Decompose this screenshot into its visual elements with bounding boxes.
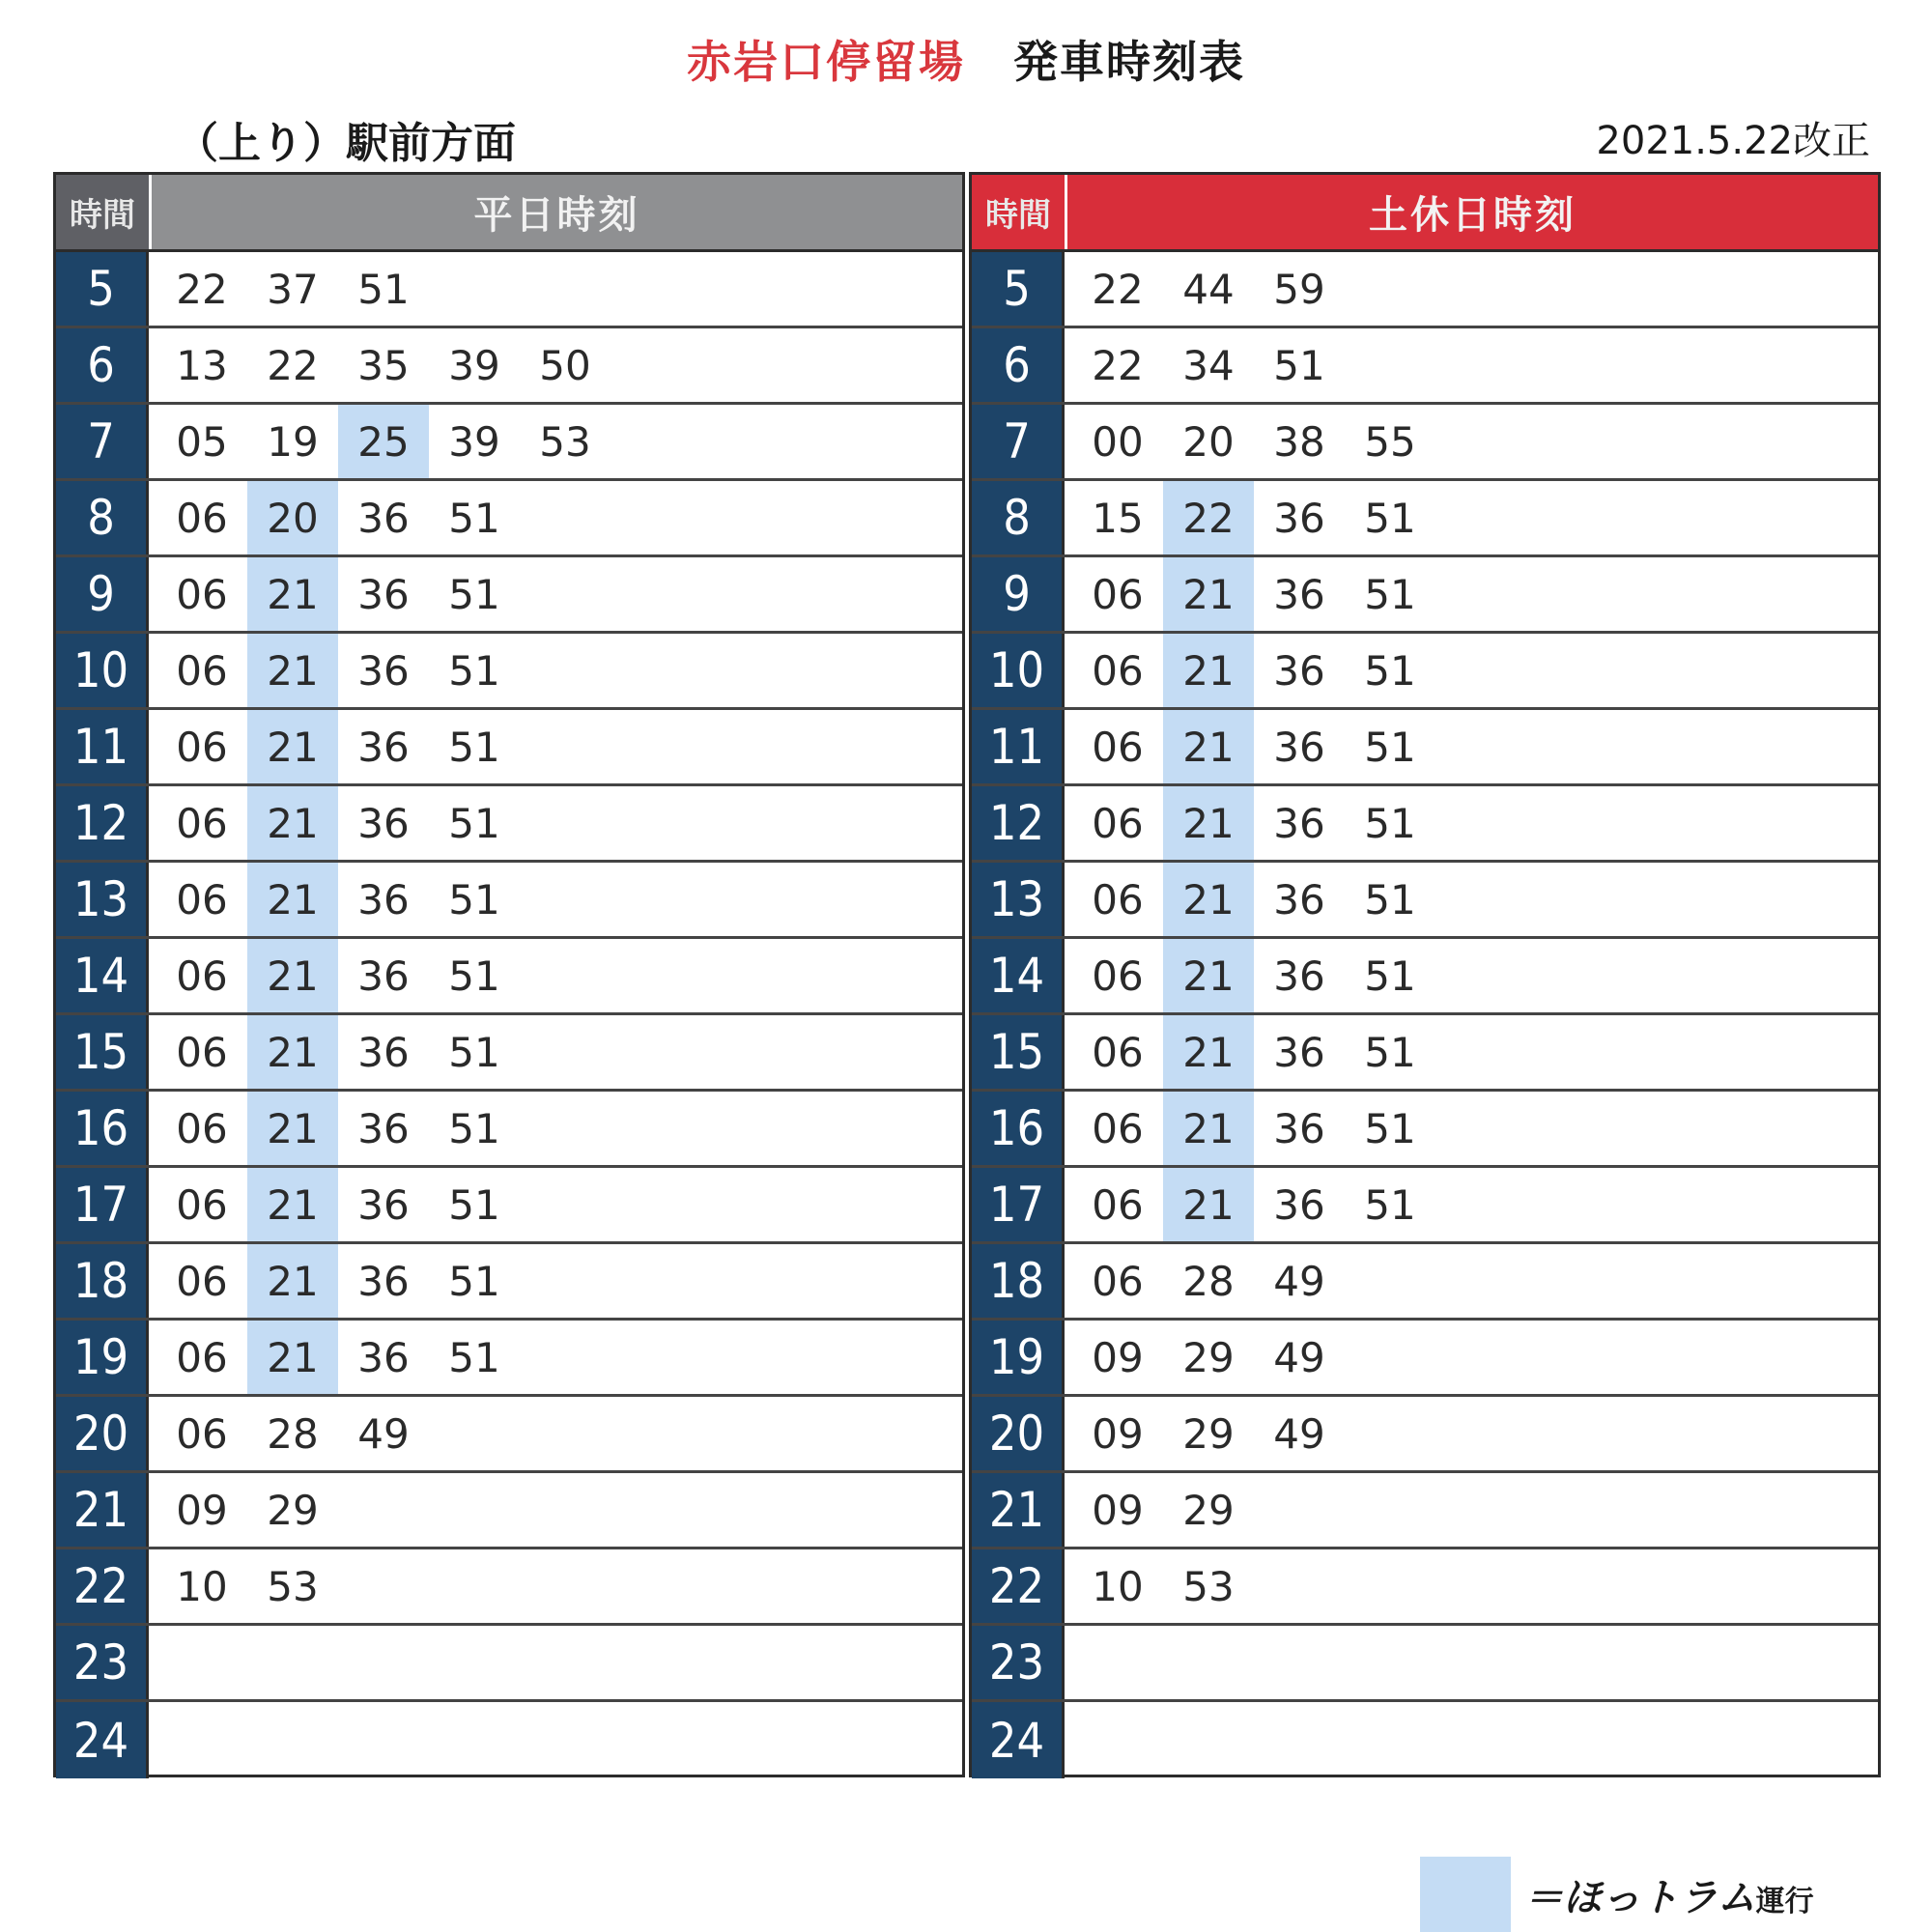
minutes-cell [149, 557, 962, 631]
departure-minute: 51 [448, 494, 500, 542]
table-row [972, 328, 1878, 405]
departure-minute: 10 [1092, 1562, 1144, 1610]
table-row [972, 252, 1878, 328]
hour-cell: 17 [56, 1168, 149, 1241]
minutes-cell [1065, 1092, 1878, 1165]
holiday-title: 土休日時刻 [1067, 175, 1878, 249]
legend-text [1524, 1867, 1814, 1922]
table-row [972, 863, 1878, 939]
departure-minute-hottram: 21 [1163, 634, 1254, 707]
departure-minute: 49 [357, 1409, 410, 1458]
minutes-cell [1065, 1473, 1878, 1547]
table-row [972, 1473, 1878, 1549]
departure-minute: 36 [1273, 952, 1325, 1000]
table-row [972, 786, 1878, 863]
departure-minute: 55 [1364, 417, 1416, 466]
departure-minute: 09 [1092, 1333, 1144, 1381]
legend-brand: ＝ほっトラム [1524, 1875, 1756, 1920]
departure-minute: 06 [1092, 799, 1144, 847]
minutes-cell [149, 939, 962, 1012]
departure-minute: 19 [267, 417, 319, 466]
table-row [56, 786, 962, 863]
departure-minute: 51 [1364, 646, 1416, 695]
departure-minute: 06 [1092, 646, 1144, 695]
hour-cell: 15 [972, 1015, 1065, 1089]
departure-minute: 36 [357, 1028, 410, 1076]
departure-minute: 00 [1092, 417, 1144, 466]
hour-cell: 13 [56, 863, 149, 936]
page-title [0, 27, 1932, 91]
minutes-cell [1065, 1015, 1878, 1089]
hour-cell: 19 [56, 1321, 149, 1394]
departure-minute: 28 [1182, 1257, 1235, 1305]
departure-minute: 36 [357, 1104, 410, 1152]
departure-minute: 50 [539, 341, 591, 389]
departure-minute: 06 [176, 952, 228, 1000]
hour-cell: 22 [972, 1549, 1065, 1623]
hour-cell: 16 [972, 1092, 1065, 1165]
table-row [56, 1168, 962, 1244]
departure-minute-hottram: 20 [247, 481, 338, 554]
departure-minute: 36 [357, 723, 410, 771]
hour-cell: 20 [972, 1397, 1065, 1470]
departure-minute: 22 [1092, 341, 1144, 389]
hour-cell: 11 [972, 710, 1065, 783]
hour-cell: 17 [972, 1168, 1065, 1241]
departure-minute-hottram: 21 [247, 1244, 338, 1318]
departure-minute: 06 [176, 1028, 228, 1076]
departure-minute-hottram: 21 [1163, 1168, 1254, 1241]
hour-cell: 9 [56, 557, 149, 631]
departure-minute-hottram: 21 [247, 1015, 338, 1089]
minutes-cell [1065, 1549, 1878, 1623]
departure-minute: 44 [1182, 265, 1235, 313]
departure-minute-hottram: 25 [338, 405, 429, 478]
departure-minute: 36 [357, 952, 410, 1000]
minutes-cell [149, 786, 962, 860]
departure-minute: 06 [1092, 875, 1144, 923]
table-row [56, 634, 962, 710]
minutes-cell [1065, 481, 1878, 554]
departure-minute: 06 [1092, 952, 1144, 1000]
hour-cell: 21 [56, 1473, 149, 1547]
minutes-cell [1065, 1168, 1878, 1241]
minutes-cell [1065, 1702, 1878, 1778]
minutes-cell [1065, 939, 1878, 1012]
minutes-cell [149, 405, 962, 478]
stop-name: 赤岩口停留場 [687, 36, 965, 88]
weekday-hour-header: 時間 [56, 175, 152, 249]
departure-minute-hottram: 21 [247, 557, 338, 631]
departure-minute: 36 [357, 570, 410, 618]
departure-minute-hottram: 21 [1163, 557, 1254, 631]
departure-minute: 51 [1364, 570, 1416, 618]
minutes-cell [149, 710, 962, 783]
departure-minute-hottram: 21 [247, 1321, 338, 1394]
departure-minute: 22 [1092, 265, 1144, 313]
departure-minute: 09 [176, 1486, 228, 1534]
direction-label: （上り）駅前方面 [176, 119, 516, 168]
departure-minute: 36 [1273, 875, 1325, 923]
departure-minute-hottram: 21 [247, 710, 338, 783]
minutes-cell [1065, 634, 1878, 707]
departure-minute: 36 [357, 799, 410, 847]
table-row [972, 710, 1878, 786]
holiday-timetable [969, 172, 1881, 1777]
departure-minute-hottram: 21 [1163, 710, 1254, 783]
minutes-cell [1065, 863, 1878, 936]
departure-minute: 51 [1364, 494, 1416, 542]
table-row [972, 939, 1878, 1015]
hour-cell: 12 [56, 786, 149, 860]
departure-minute: 06 [176, 494, 228, 542]
table-row [972, 1702, 1878, 1778]
revision-date: 2021.5.22改正 [1596, 119, 1870, 163]
departure-minute-hottram: 22 [1163, 481, 1254, 554]
minutes-cell [149, 1015, 962, 1089]
minutes-cell [1065, 405, 1878, 478]
minutes-cell [1065, 252, 1878, 326]
departure-minute: 49 [1273, 1257, 1325, 1305]
minutes-cell [149, 1321, 962, 1394]
departure-minute-hottram: 21 [1163, 863, 1254, 936]
minutes-cell [149, 252, 962, 326]
departure-minute: 29 [1182, 1333, 1235, 1381]
departure-minute-hottram: 21 [247, 1092, 338, 1165]
departure-minute: 35 [357, 341, 410, 389]
departure-minute-hottram: 21 [247, 786, 338, 860]
table-row [972, 481, 1878, 557]
holiday-hour-header: 時間 [972, 175, 1067, 249]
departure-minute: 53 [539, 417, 591, 466]
legend-suffix: 運行 [1755, 1884, 1814, 1918]
table-row [56, 1092, 962, 1168]
departure-minute: 06 [1092, 1257, 1144, 1305]
schedule-label: 発車時刻表 [1013, 36, 1245, 88]
departure-minute: 06 [176, 875, 228, 923]
minutes-cell [1065, 328, 1878, 402]
departure-minute: 39 [448, 417, 500, 466]
departure-minute: 59 [1273, 265, 1325, 313]
table-row [56, 863, 962, 939]
table-row [972, 1549, 1878, 1626]
hour-cell: 16 [56, 1092, 149, 1165]
departure-minute: 51 [1364, 1104, 1416, 1152]
weekday-rows [56, 252, 962, 1778]
hour-cell: 21 [972, 1473, 1065, 1547]
minutes-cell [1065, 1321, 1878, 1394]
table-row [972, 1092, 1878, 1168]
minutes-cell [149, 1092, 962, 1165]
weekday-timetable [53, 172, 965, 1777]
departure-minute: 36 [357, 1180, 410, 1229]
departure-minute-hottram: 21 [247, 1168, 338, 1241]
departure-minute: 36 [1273, 799, 1325, 847]
departure-minute: 51 [448, 1180, 500, 1229]
legend [1420, 1857, 1814, 1932]
departure-minute: 06 [1092, 570, 1144, 618]
departure-minute: 36 [357, 1257, 410, 1305]
hour-cell: 8 [972, 481, 1065, 554]
holiday-header [972, 175, 1878, 252]
departure-minute: 51 [448, 952, 500, 1000]
table-row [972, 1626, 1878, 1702]
weekday-title: 平日時刻 [152, 175, 962, 249]
departure-minute: 51 [1364, 1028, 1416, 1076]
departure-minute: 51 [448, 875, 500, 923]
departure-minute: 06 [176, 1180, 228, 1229]
departure-minute: 37 [267, 265, 319, 313]
minutes-cell [149, 863, 962, 936]
hour-cell: 11 [56, 710, 149, 783]
hour-cell: 22 [56, 1549, 149, 1623]
departure-minute: 06 [1092, 1028, 1144, 1076]
minutes-cell [149, 328, 962, 402]
departure-minute: 05 [176, 417, 228, 466]
minutes-cell [149, 1702, 962, 1778]
departure-minute: 49 [1273, 1409, 1325, 1458]
departure-minute-hottram: 21 [247, 863, 338, 936]
departure-minute: 06 [176, 646, 228, 695]
departure-minute: 36 [357, 1333, 410, 1381]
hour-cell: 7 [56, 405, 149, 478]
holiday-rows [972, 252, 1878, 1778]
minutes-cell [149, 1168, 962, 1241]
hour-cell: 9 [972, 557, 1065, 631]
table-row [56, 1015, 962, 1092]
departure-minute-hottram: 21 [247, 939, 338, 1012]
departure-minute: 15 [1092, 494, 1144, 542]
table-row [56, 1702, 962, 1778]
departure-minute: 38 [1273, 417, 1325, 466]
departure-minute: 36 [1273, 1028, 1325, 1076]
hour-cell: 14 [972, 939, 1065, 1012]
departure-minute: 29 [1182, 1486, 1235, 1534]
table-row [972, 1321, 1878, 1397]
table-row [56, 481, 962, 557]
minutes-cell [1065, 786, 1878, 860]
table-row [972, 634, 1878, 710]
departure-minute: 51 [448, 1333, 500, 1381]
departure-minute: 51 [448, 1104, 500, 1152]
departure-minute: 06 [1092, 723, 1144, 771]
departure-minute: 22 [176, 265, 228, 313]
hour-cell: 24 [972, 1702, 1065, 1778]
departure-minute: 36 [357, 646, 410, 695]
hour-cell: 18 [56, 1244, 149, 1318]
hour-cell: 5 [56, 252, 149, 326]
departure-minute: 51 [1364, 799, 1416, 847]
table-row [56, 1549, 962, 1626]
table-row [56, 1397, 962, 1473]
departure-minute: 53 [267, 1562, 319, 1610]
departure-minute: 29 [267, 1486, 319, 1534]
minutes-cell [149, 1397, 962, 1470]
departure-minute: 06 [176, 570, 228, 618]
hour-cell: 6 [56, 328, 149, 402]
table-row [972, 557, 1878, 634]
table-row [56, 1626, 962, 1702]
departure-minute: 36 [357, 875, 410, 923]
weekday-header [56, 175, 962, 252]
departure-minute: 34 [1182, 341, 1235, 389]
departure-minute: 36 [1273, 1180, 1325, 1229]
departure-minute: 51 [448, 646, 500, 695]
departure-minute: 36 [1273, 570, 1325, 618]
departure-minute: 28 [267, 1409, 319, 1458]
departure-minute-hottram: 21 [247, 634, 338, 707]
table-row [56, 557, 962, 634]
minutes-cell [1065, 1626, 1878, 1699]
departure-minute: 51 [1364, 723, 1416, 771]
departure-minute: 06 [1092, 1180, 1144, 1229]
departure-minute: 10 [176, 1562, 228, 1610]
departure-minute: 51 [448, 723, 500, 771]
departure-minute: 06 [176, 1104, 228, 1152]
departure-minute: 20 [1182, 417, 1235, 466]
minutes-cell [1065, 557, 1878, 631]
hour-cell: 12 [972, 786, 1065, 860]
hour-cell: 14 [56, 939, 149, 1012]
table-row [56, 405, 962, 481]
hour-cell: 10 [972, 634, 1065, 707]
minutes-cell [149, 1626, 962, 1699]
hour-cell: 23 [56, 1626, 149, 1699]
hour-cell: 15 [56, 1015, 149, 1089]
departure-minute-hottram: 21 [1163, 939, 1254, 1012]
departure-minute: 09 [1092, 1486, 1144, 1534]
departure-minute: 51 [357, 265, 410, 313]
table-row [56, 252, 962, 328]
hour-cell: 23 [972, 1626, 1065, 1699]
table-row [56, 1473, 962, 1549]
departure-minute: 51 [1364, 875, 1416, 923]
departure-minute-hottram: 21 [1163, 1015, 1254, 1089]
hour-cell: 19 [972, 1321, 1065, 1394]
departure-minute: 36 [1273, 494, 1325, 542]
table-row [972, 1168, 1878, 1244]
minutes-cell [1065, 1244, 1878, 1318]
departure-minute: 06 [176, 723, 228, 771]
table-row [56, 328, 962, 405]
hour-cell: 18 [972, 1244, 1065, 1318]
departure-minute: 06 [176, 1409, 228, 1458]
table-row [56, 1244, 962, 1321]
table-row [56, 939, 962, 1015]
departure-minute: 06 [176, 799, 228, 847]
departure-minute: 51 [448, 799, 500, 847]
hour-cell: 6 [972, 328, 1065, 402]
departure-minute: 51 [1273, 341, 1325, 389]
hour-cell: 7 [972, 405, 1065, 478]
departure-minute: 51 [448, 570, 500, 618]
hour-cell: 5 [972, 252, 1065, 326]
minutes-cell [149, 481, 962, 554]
departure-minute: 22 [267, 341, 319, 389]
departure-minute: 53 [1182, 1562, 1235, 1610]
departure-minute: 29 [1182, 1409, 1235, 1458]
departure-minute: 06 [1092, 1104, 1144, 1152]
table-row [972, 405, 1878, 481]
departure-minute: 51 [448, 1257, 500, 1305]
table-row [972, 1244, 1878, 1321]
table-row [56, 1321, 962, 1397]
minutes-cell [1065, 710, 1878, 783]
departure-minute: 36 [1273, 1104, 1325, 1152]
table-row [56, 710, 962, 786]
hour-cell: 20 [56, 1397, 149, 1470]
table-row [972, 1015, 1878, 1092]
hour-cell: 24 [56, 1702, 149, 1778]
departure-minute: 51 [448, 1028, 500, 1076]
departure-minute: 13 [176, 341, 228, 389]
departure-minute: 51 [1364, 952, 1416, 1000]
departure-minute-hottram: 21 [1163, 1092, 1254, 1165]
minutes-cell [149, 634, 962, 707]
departure-minute: 36 [1273, 723, 1325, 771]
minutes-cell [149, 1549, 962, 1623]
minutes-cell [149, 1473, 962, 1547]
hour-cell: 10 [56, 634, 149, 707]
departure-minute: 09 [1092, 1409, 1144, 1458]
departure-minute: 39 [448, 341, 500, 389]
minutes-cell [1065, 1397, 1878, 1470]
departure-minute: 49 [1273, 1333, 1325, 1381]
departure-minute: 51 [1364, 1180, 1416, 1229]
hour-cell: 8 [56, 481, 149, 554]
hour-cell: 13 [972, 863, 1065, 936]
departure-minute: 06 [176, 1257, 228, 1305]
minutes-cell [149, 1244, 962, 1318]
departure-minute: 36 [357, 494, 410, 542]
legend-swatch [1420, 1857, 1511, 1932]
departure-minute: 06 [176, 1333, 228, 1381]
table-row [972, 1397, 1878, 1473]
departure-minute-hottram: 21 [1163, 786, 1254, 860]
departure-minute: 36 [1273, 646, 1325, 695]
